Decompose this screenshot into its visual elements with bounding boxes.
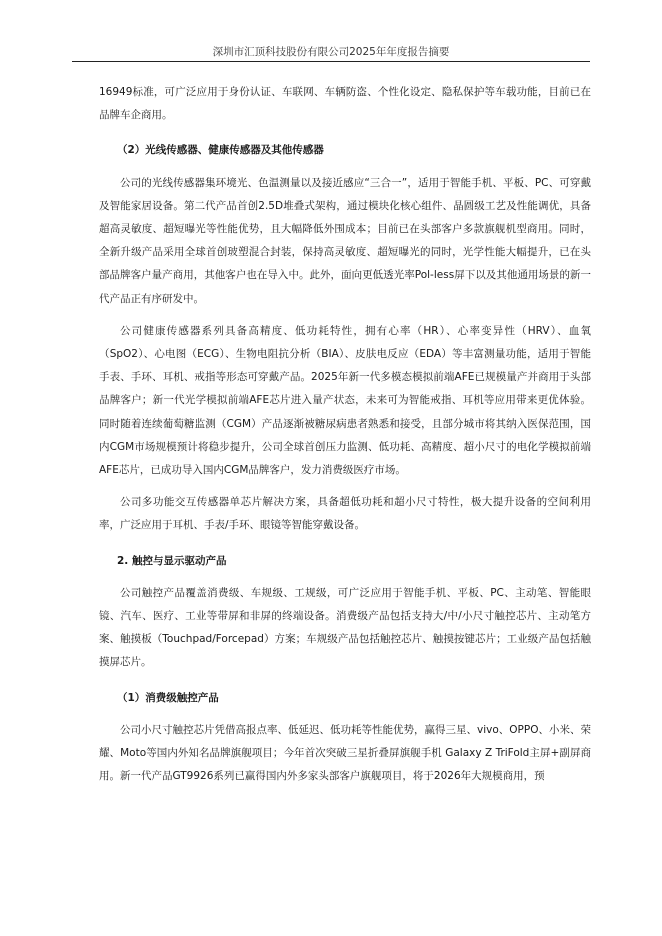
paragraph-interaction-sensor: 公司多功能交互传感器单芯片解决方案，具备超低功耗和超小尺寸特性，极大提升设备的空间利用率，广泛应用于耳机、手表/手环、眼镜等智能穿戴设备。	[99, 496, 591, 532]
page-header: 深圳市汇顶科技股份有限公司2025年年度报告摘要	[212, 46, 450, 58]
header-divider	[72, 61, 590, 62]
section-heading-consumer-touch: （1）消费级触控产品	[117, 691, 219, 704]
paragraph-health-sensor: 公司健康传感器系列具备高精度、低功耗特性，拥有心率（HR）、心率变异性（HRV）、血氧（SpO2）、心电图（ECG）、生物电阻抗分析（BIA）、皮肤电反应（EDA）等丰富测量功能，适用于智能手表、手环、耳机、戒指等形态可穿戴产品。2025年新一代多模态模拟前端AFE已规模量产并商用于头部品牌客户；新一代光学模拟前端AFE芯片进入量产状态，未来可为智能戒指、耳机等应用带来更优体验。同时随着连续葡萄糖监测（CGM）产品逐渐被糖尿病患者熟悉和接受，且部分城市将其纳入医保范围，国内CGM市场规模预计将稳步提升，公司全球首创压力监测、低功耗、高精度、超小尺寸的电化学模拟前端AFE芯片，已成功导入国内CGM品牌客户，发力消费级医疗市场。	[99, 324, 591, 477]
section-heading-light-health-sensors: （2）光线传感器、健康传感器及其他传感器	[117, 144, 324, 157]
paragraph-touch-products: 公司触控产品覆盖消费级、车规级、工规级，可广泛应用于智能手机、平板、PC、主动笔、智能眼镜、汽车、医疗、工业等带屏和非屏的终端设备。消费级产品包括支持大/中/小尺寸触控芯片、主动笔方案、触摸板（Touchpad/Forcepad）方案；车规级产品包括触控芯片、触摸按键芯片；工业级产品包括触摸屏芯片。	[99, 586, 591, 669]
paragraph-light-sensor: 公司的光线传感器集环境光、色温测量以及接近感应“三合一”，适用于智能手机、平板、PC、可穿戴及智能家居设备。第二代产品首创2.5D堆叠式架构，通过模块化核心组件、晶圆级工艺及性能调优，具备超高灵敏度、超短曝光等性能优势，且大幅降低外围成本；目前已在头部客户多款旗舰机型商用。同时，全新升级产品采用全球首创玻塑混合封装，保持高灵敏度、超短曝光的同时，光学性能大幅提升，已在头部品牌客户量产商用，其他客户也在导入中。此外，面向更低透光率Pol-less屏下以及其他通用场景的新一代产品正有序研发中。	[99, 176, 591, 305]
section-heading-touch-display: 2. 触控与显示驱动产品	[117, 554, 227, 567]
paragraph-carryover: 16949标准，可广泛应用于身份认证、车联网、车辆防盗、个性化设定、隐私保护等车载功能，目前已在品牌车企商用。	[99, 86, 591, 122]
page-body	[99, 81, 591, 788]
paragraph-small-touch-chip: 公司小尺寸触控芯片凭借高报点率、低延迟、低功耗等性能优势，赢得三星、vivo、OPPO、小米、荣耀、Moto等国内外知名品牌旗舰项目；今年首次突破三星折叠屏旗舰手机 Galaxy Z TriFold主屏+副屏商用。新一代产品GT9926系列已赢得国内外多家头部客户旗舰项目，将于2026年大规模商用，预	[99, 723, 591, 783]
